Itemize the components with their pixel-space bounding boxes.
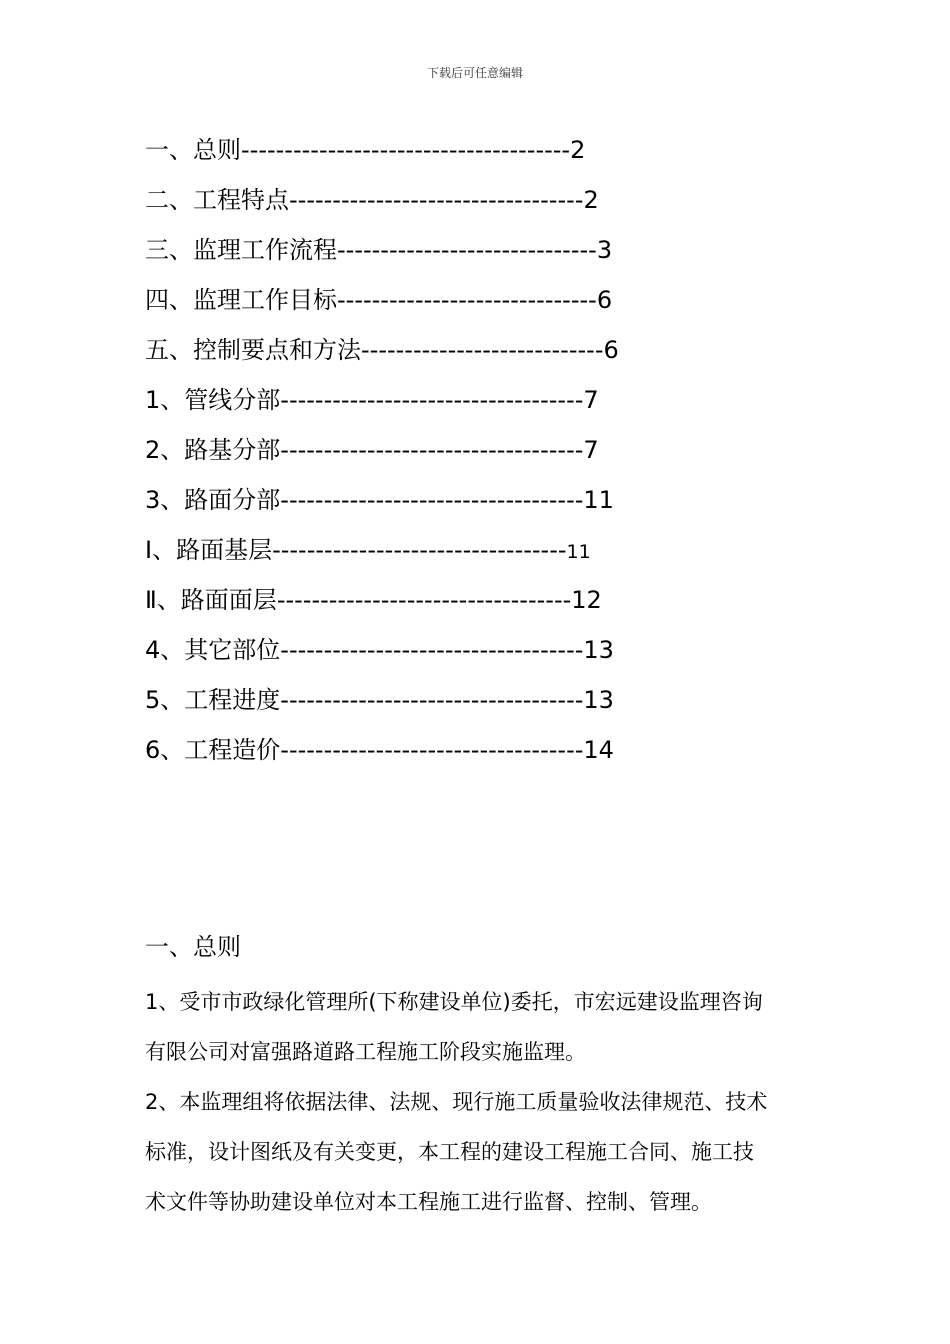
- toc-item: [145, 230, 805, 280]
- toc-item: [145, 680, 805, 730]
- toc-item-title: Ⅰ、路面基层: [145, 536, 273, 564]
- toc-item-dashes: -----------------------------------: [280, 486, 584, 514]
- toc-item-dashes: -----------------------------------: [280, 636, 584, 664]
- toc-item-dashes: --------------------------------------: [241, 136, 571, 164]
- toc-item-title: Ⅱ、路面面层: [145, 586, 277, 614]
- paragraph-line: 2、本监理组将依据法律、法规、现行施工质量验收法律规范、技术: [145, 1090, 768, 1114]
- toc-item-page: 6: [596, 286, 613, 314]
- section-title: 一、总则: [145, 933, 241, 961]
- toc-item-page: 13: [583, 686, 614, 714]
- toc-item-title: 五、控制要点和方法: [145, 336, 361, 364]
- toc-item-page: 3: [596, 236, 613, 264]
- toc-item: [145, 130, 805, 180]
- toc-item-page: 11: [566, 541, 591, 563]
- toc-item-dashes: ----------------------------------: [289, 186, 584, 214]
- paragraph-line: 标准，设计图纸及有关变更，本工程的建设工程施工合同、施工技: [145, 1140, 754, 1164]
- toc-item-dashes: ----------------------------: [361, 336, 604, 364]
- toc-item-dashes: -----------------------------------: [280, 686, 584, 714]
- toc-item-page: 6: [603, 336, 619, 364]
- paragraph-line: 有限公司对富强路道路工程施工阶段实施监理。: [145, 1040, 586, 1064]
- toc-item: [145, 580, 805, 630]
- toc-item-title: 四、监理工作目标: [145, 286, 337, 314]
- toc-item-page: 13: [583, 636, 614, 664]
- toc-item: [145, 180, 805, 230]
- toc-item-dashes: -----------------------------------: [280, 436, 584, 464]
- toc-item: [145, 430, 805, 480]
- toc-item-title: 三、监理工作流程: [145, 236, 337, 264]
- toc-item-page: 2: [583, 186, 599, 214]
- toc-item-title: 二、工程特点: [145, 186, 289, 214]
- toc-item: [145, 280, 805, 330]
- toc-item: [145, 630, 805, 680]
- toc-item-page: 12: [571, 586, 602, 614]
- toc-item-dashes: ------------------------------: [337, 236, 597, 264]
- toc-item-title: 6、工程造价: [145, 736, 281, 764]
- toc-item-title: 5、工程进度: [145, 686, 281, 714]
- toc-item-title: 一、总则: [145, 136, 241, 164]
- toc-item-title: 4、其它部位: [145, 636, 281, 664]
- section-general: [145, 925, 810, 1227]
- table-of-contents: [145, 130, 805, 780]
- toc-item-dashes: -----------------------------------: [280, 386, 584, 414]
- toc-item-page: 2: [570, 136, 586, 164]
- toc-item-page: 7: [583, 386, 599, 414]
- page-header-note: 下载后可任意编辑: [426, 66, 523, 80]
- toc-item-title: 3、路面分部: [145, 486, 281, 514]
- toc-item: [145, 530, 805, 580]
- toc-item: [145, 730, 805, 780]
- toc-item-dashes: ------------------------------: [337, 286, 597, 314]
- toc-item-title: 2、路基分部: [145, 436, 281, 464]
- toc-item-page: 7: [583, 436, 599, 464]
- toc-item-dashes: ----------------------------------: [272, 536, 567, 564]
- toc-item-dashes: -----------------------------------: [280, 736, 584, 764]
- paragraph-line: 术文件等协助建设单位对本工程施工进行监督、控制、管理。: [145, 1190, 712, 1214]
- toc-item: [145, 480, 805, 530]
- toc-item: [145, 330, 805, 380]
- toc-item: [145, 380, 805, 430]
- toc-item-page: 11: [583, 486, 614, 514]
- paragraph-line: 1、受市市政绿化管理所(下称建设单位)委托，市宏远建设监理咨询: [145, 990, 763, 1014]
- toc-item-dashes: ----------------------------------: [276, 586, 572, 614]
- toc-item-title: 1、管线分部: [145, 386, 281, 414]
- toc-item-page: 14: [583, 736, 614, 764]
